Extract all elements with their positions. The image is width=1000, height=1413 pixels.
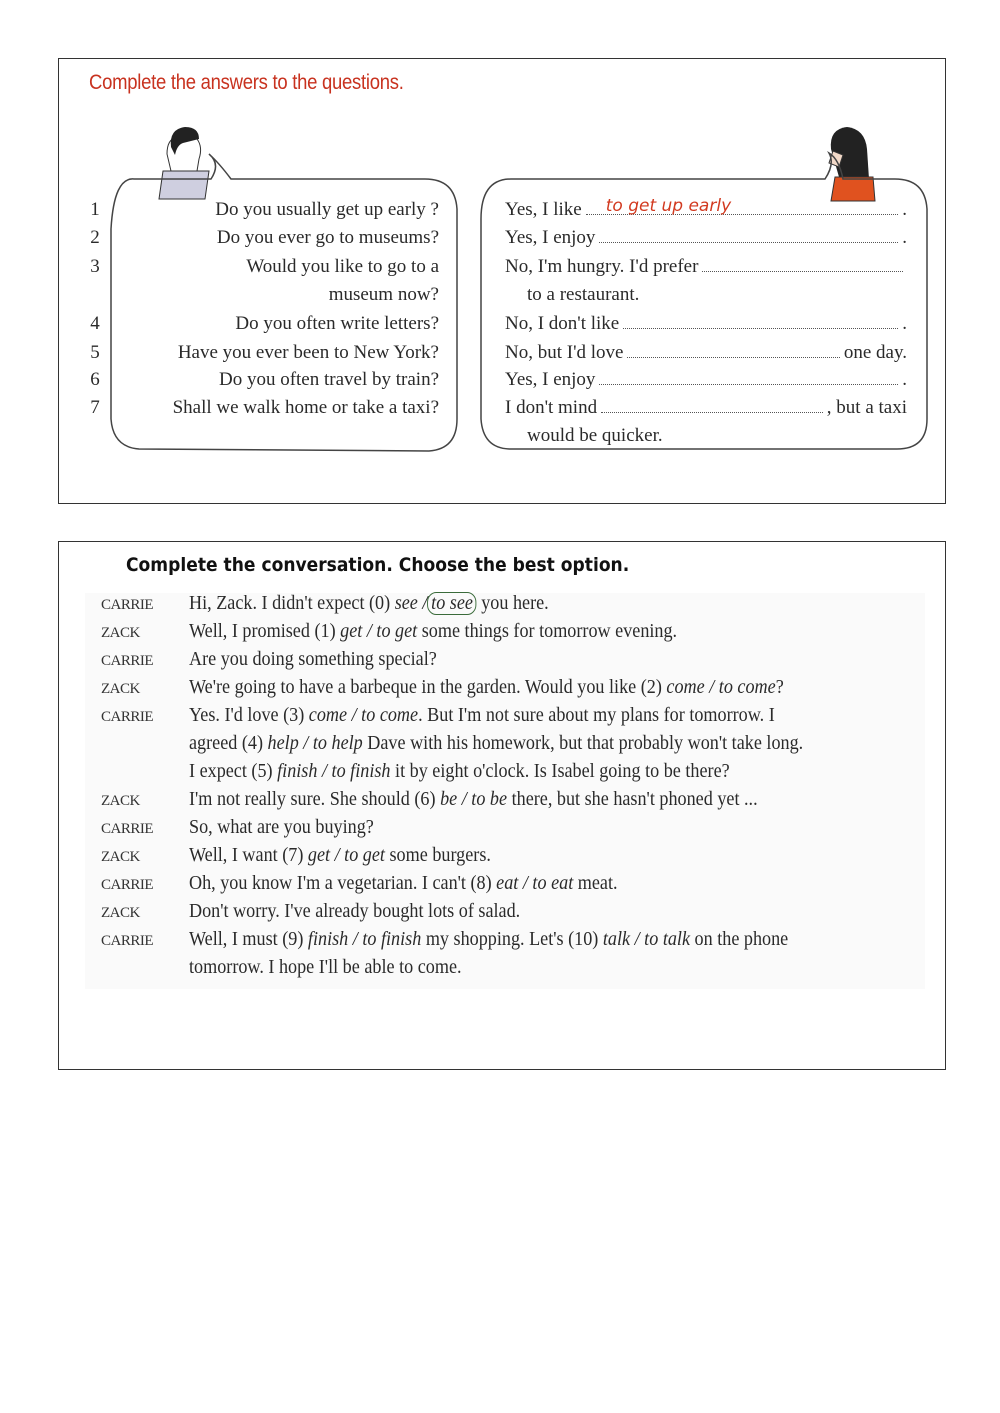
text-segment: I'm not really sure. She should (6) xyxy=(189,789,441,810)
answer-line xyxy=(505,227,907,249)
item-number: 1 xyxy=(90,199,100,220)
question-text: Would you like to go to a xyxy=(246,256,439,277)
text-segment: ? xyxy=(775,677,784,698)
dialogue-text xyxy=(189,649,873,671)
exercise-1-panel xyxy=(58,58,946,504)
question-text-continued: museum now? xyxy=(328,284,439,305)
answer-line xyxy=(505,342,907,364)
text-segment: Well, I want (7) xyxy=(189,845,308,866)
dialogue-line xyxy=(85,621,925,649)
question-text: Do you ever go to museums? xyxy=(216,227,439,248)
text-segment: Don't worry. I've already bought lots of salad. xyxy=(189,901,521,922)
question-text: Do you often travel by train? xyxy=(218,369,439,390)
dialogue-line xyxy=(85,677,925,705)
answer-option[interactable]: come / to come xyxy=(308,705,419,726)
dialogue-text xyxy=(189,901,873,923)
answer-line xyxy=(505,313,907,335)
speaker-name: CARRIE xyxy=(101,821,154,837)
dialogue-line xyxy=(85,845,925,873)
question-text: Shall we walk home or take a taxi? xyxy=(172,397,439,418)
exercise-2-title: Complete the conversation. Choose the best option. xyxy=(126,554,630,576)
text-segment: meat. xyxy=(573,873,618,894)
answer-option[interactable]: eat / to eat xyxy=(496,873,574,894)
dialogue-text xyxy=(189,873,873,895)
dialogue-line xyxy=(85,901,925,929)
answer-option[interactable]: finish / to finish xyxy=(277,761,391,782)
dialogue-text xyxy=(189,789,873,811)
answer-prefix: I don't mind xyxy=(505,397,598,418)
speaker-name: ZACK xyxy=(101,849,140,865)
dialogue-line xyxy=(85,593,925,621)
dialogue-line xyxy=(85,705,925,733)
handwritten-answer: to get up early xyxy=(605,196,732,216)
answer-blank-input[interactable] xyxy=(702,257,903,272)
dialogue-line xyxy=(85,873,925,901)
text-segment: I expect (5) xyxy=(189,761,278,782)
speaker-name: ZACK xyxy=(101,681,140,697)
answer-option[interactable]: get / to get xyxy=(307,845,385,866)
dialogue-line xyxy=(85,761,925,789)
answer-blank-input[interactable] xyxy=(601,398,823,413)
answer-suffix: . xyxy=(902,369,907,390)
text-segment: . But I'm not sure about my plans for tomorrow. I xyxy=(418,705,775,726)
answer-blank-input[interactable] xyxy=(599,228,898,243)
item-number: 7 xyxy=(90,397,100,418)
answer-prefix: Yes, I enjoy xyxy=(505,369,596,390)
text-segment: tomorrow. I hope I'll be able to come. xyxy=(189,957,462,978)
speaker-name: CARRIE xyxy=(101,877,154,893)
text-segment: on the phone xyxy=(690,929,789,950)
answer-suffix: . xyxy=(902,313,907,334)
text-segment: there, but she hasn't phoned yet ... xyxy=(507,789,758,810)
dialogue-text xyxy=(189,845,873,867)
answer-suffix: , but a taxi xyxy=(826,397,907,418)
speaker-name: CARRIE xyxy=(101,709,154,725)
dialogue-text xyxy=(189,677,873,699)
item-number: 6 xyxy=(90,369,100,390)
text-segment: Oh, you know I'm a vegetarian. I can't (8) xyxy=(189,873,497,894)
dialogue-text xyxy=(189,705,873,727)
text-segment: Are you doing something special? xyxy=(189,649,437,670)
question-text: Have you ever been to New York? xyxy=(177,342,439,363)
answer-option[interactable]: be / to be xyxy=(440,789,508,810)
speaker-name: CARRIE xyxy=(101,597,154,613)
answer-option[interactable]: come / to come xyxy=(666,677,776,698)
question-text: Do you often write letters? xyxy=(235,313,439,334)
speaker-name: ZACK xyxy=(101,625,140,641)
answer-blank-input[interactable] xyxy=(623,314,898,329)
man-figure-icon xyxy=(159,127,209,199)
speaker-name: ZACK xyxy=(101,905,140,921)
answer-continued: to a restaurant. xyxy=(527,284,640,305)
item-number: 4 xyxy=(90,313,100,334)
text-segment: some things for tomorrow evening. xyxy=(417,621,678,642)
answer-line xyxy=(505,397,907,419)
answer-blank-input[interactable] xyxy=(586,196,899,216)
answer-option[interactable]: talk / to talk xyxy=(602,929,691,950)
dialogue-line xyxy=(85,789,925,817)
text-segment: Yes. I'd love (3) xyxy=(189,705,309,726)
text-segment: Hi, Zack. I didn't expect (0) xyxy=(189,593,395,614)
answer-suffix: . xyxy=(902,199,907,220)
dialogue-line xyxy=(85,649,925,677)
dialogue-text xyxy=(189,621,873,643)
text-segment: Dave with his homework, but that probably won't take long. xyxy=(362,733,804,754)
answer-line xyxy=(505,196,907,221)
answer-suffix: . xyxy=(902,227,907,248)
conversation xyxy=(85,593,925,989)
answer-option[interactable]: help / to help xyxy=(267,733,363,754)
dialogue-text xyxy=(189,929,873,951)
exercise-1-title: Complete the answers to the questions. xyxy=(89,71,404,94)
answer-prefix: No, but I'd love xyxy=(505,342,624,363)
answer-blank-input[interactable] xyxy=(627,343,839,358)
answer-prefix: Yes, I like xyxy=(505,199,582,220)
text-segment: it by eight o'clock. Is Isabel going to be there? xyxy=(390,761,730,782)
speaker-name: CARRIE xyxy=(101,653,154,669)
question-text: Do you usually get up early ? xyxy=(215,199,439,220)
answer-line xyxy=(505,256,907,278)
answer-option[interactable]: finish / to finish xyxy=(307,929,422,950)
dialogue-line xyxy=(85,929,925,957)
answer-option[interactable]: get / to get xyxy=(340,621,418,642)
woman-figure-icon xyxy=(829,127,875,201)
text-segment: agreed (4) xyxy=(189,733,268,754)
text-segment: some burgers. xyxy=(384,845,491,866)
dialogue-text xyxy=(189,761,873,783)
dialogue-line xyxy=(85,957,925,985)
answer-option[interactable]: see / xyxy=(394,593,428,614)
answer-suffix: one day. xyxy=(843,342,907,363)
dialogue-text xyxy=(189,733,873,755)
dialogue-text xyxy=(189,817,873,839)
answer-continued: would be quicker. xyxy=(527,425,663,446)
dialogue-text xyxy=(189,957,873,979)
item-number: 5 xyxy=(90,342,100,363)
answer-prefix: Yes, I enjoy xyxy=(505,227,596,248)
circled-option[interactable]: to see xyxy=(427,592,476,615)
text-segment: We're going to have a barbeque in the garden. Would you like (2) xyxy=(189,677,667,698)
answer-prefix: No, I'm hungry. I'd prefer xyxy=(505,256,699,277)
speaker-name: CARRIE xyxy=(101,933,154,949)
speaker-name: ZACK xyxy=(101,793,140,809)
text-segment: Well, I must (9) xyxy=(189,929,308,950)
text-segment: my shopping. Let's (10) xyxy=(421,929,603,950)
text-segment: So, what are you buying? xyxy=(189,817,374,838)
answer-line xyxy=(505,369,907,391)
exercise-2-panel xyxy=(58,541,946,1070)
answer-blank-input[interactable] xyxy=(599,370,898,385)
answer-prefix: No, I don't like xyxy=(505,313,620,334)
item-number: 3 xyxy=(90,256,100,277)
text-segment: Well, I promised (1) xyxy=(189,621,341,642)
text-segment: you here. xyxy=(476,593,549,614)
dialogue-text xyxy=(189,593,873,615)
item-number: 2 xyxy=(90,227,100,248)
dialogue-line xyxy=(85,733,925,761)
dialogue-line xyxy=(85,817,925,845)
